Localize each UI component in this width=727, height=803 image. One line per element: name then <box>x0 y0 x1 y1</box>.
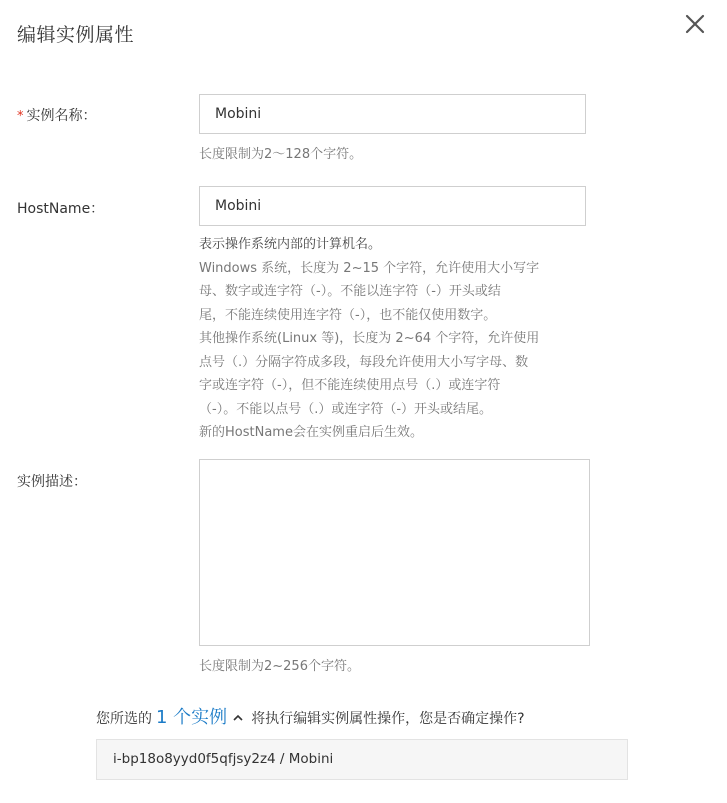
hostname-input[interactable]: Mobini <box>199 186 586 226</box>
hostname-help-line: 其他操作系统(Linux 等)，长度为 2~64 个字符，允许使用 <box>199 331 540 346</box>
selected-instances-list <box>96 739 628 780</box>
confirm-suffix: 将执行编辑实例属性操作，您是否确定操作? <box>251 711 525 727</box>
dialog-title: 编辑实例属性 <box>17 24 135 46</box>
hostname-help <box>199 233 589 445</box>
hostname-help-line: 新的HostName会在实例重启后生效。 <box>199 425 423 440</box>
description-textarea[interactable] <box>199 459 590 646</box>
instance-name-label-text: 实例名称： <box>26 108 97 124</box>
confirm-message <box>96 703 525 729</box>
close-icon[interactable] <box>683 12 707 36</box>
hostname-label: HostName： <box>17 201 105 217</box>
instance-name-label <box>17 105 97 125</box>
hostname-help-line: 尾，不能连续使用连字符（-），也不能仅使用数字。 <box>199 307 497 323</box>
description-label: 实例描述： <box>17 474 87 490</box>
instance-name-input[interactable]: Mobini <box>199 94 586 134</box>
hostname-help-line: 表示操作系统内部的计算机名。 <box>199 237 382 252</box>
chevron-up-icon[interactable] <box>233 709 243 725</box>
hostname-help-line: （-）。不能以点号（.）或连字符（-）开头或结尾。 <box>199 401 493 417</box>
hostname-help-line: 字或连字符（-），但不能连续使用点号（.）或连字符 <box>199 378 501 393</box>
selected-count-link[interactable]: 1 个实例 <box>156 707 228 728</box>
confirm-prefix: 您所选的 <box>96 711 152 727</box>
description-help: 长度限制为2~256个字符。 <box>199 659 360 674</box>
hostname-help-line: 点号（.）分隔字符成多段，每段允许使用大小写字母、数 <box>199 354 529 370</box>
hostname-help-line: Windows 系统，长度为 2~15 个字符，允许使用大小写字 <box>199 260 540 276</box>
list-item: i-bp18o8yyd0f5qfjsy2z4 / Mobini <box>113 751 334 767</box>
instance-name-help: 长度限制为2～128个字符。 <box>199 147 363 162</box>
required-mark: * <box>17 109 24 124</box>
hostname-help-line: 母、数字或连字符（-）。不能以连字符（-）开头或结 <box>199 284 501 299</box>
